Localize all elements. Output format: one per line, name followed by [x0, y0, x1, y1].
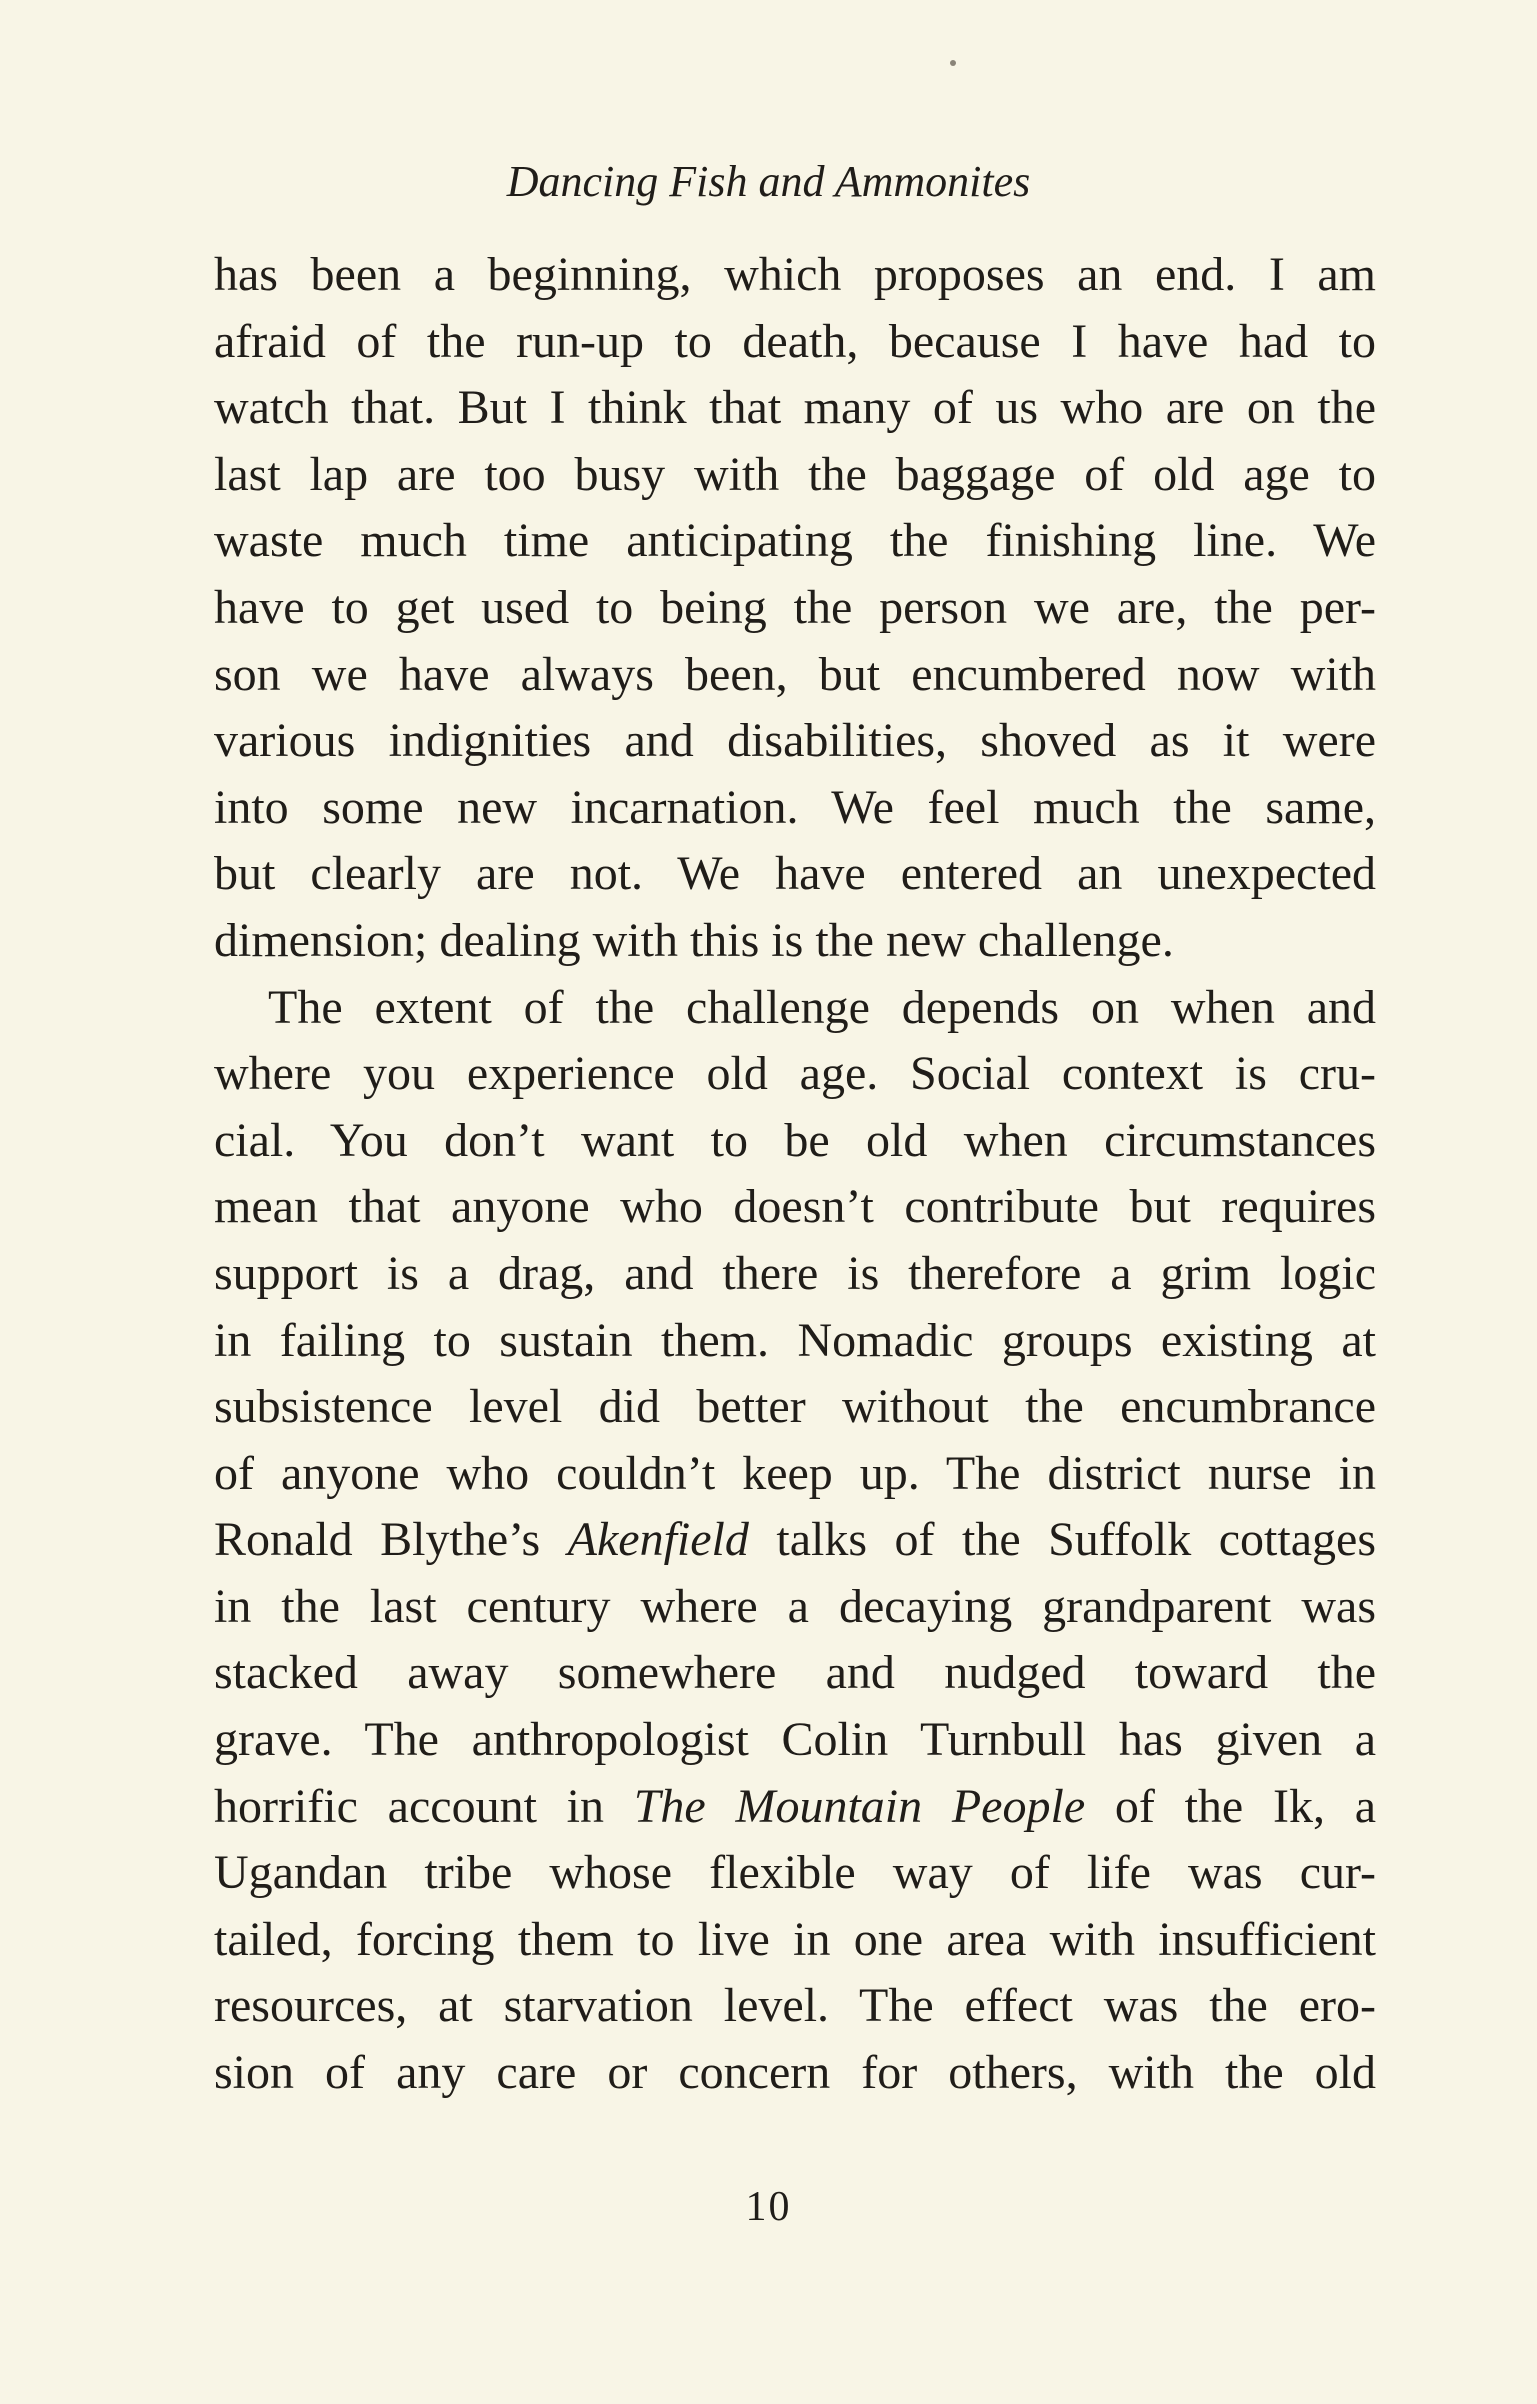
text-line: Ugandan tribe whose flexible way of life was cur-: [214, 1846, 1376, 1900]
text-line: sion of any care or concern for others, with the old: [214, 2046, 1376, 2100]
book-title-mountain-people: The Mountain People: [633, 1779, 1086, 1833]
text-segment: of the Ik, a: [1085, 1779, 1377, 1833]
text-segment: talks of the Suffolk cottages: [748, 1513, 1376, 1567]
text-line: into some new incarnation. We feel much the same,: [214, 780, 1376, 834]
text-line: mean that anyone who doesn’t contribute but requires: [214, 1180, 1376, 1234]
paragraph-first-line: The extent of the challenge depends on when and: [268, 980, 1376, 1034]
text-line: where you experience old age. Social context is cru-: [214, 1047, 1376, 1101]
text-segment: horrific account in: [214, 1779, 634, 1833]
text-line: tailed, forcing them to live in one area with insufficient: [214, 1912, 1376, 1966]
text-line: various indignities and disabilities, shoved as it were: [214, 714, 1376, 768]
text-line: stacked away somewhere and nudged toward the: [214, 1646, 1376, 1700]
text-line: in failing to sustain them. Nomadic groups existing at: [214, 1313, 1376, 1367]
text-line: have to get used to being the person we are, the per-: [214, 580, 1376, 634]
text-line: resources, at starvation level. The effect was the ero-: [214, 1979, 1376, 2033]
text-line: watch that. But I think that many of us who are on the: [214, 381, 1376, 435]
text-line: subsistence level did better without the encumbrance: [214, 1380, 1376, 1434]
page-number: 10: [745, 2184, 792, 2230]
text-line: last lap are too busy with the baggage of old age to: [214, 447, 1376, 501]
text-line: of anyone who couldn’t keep up. The district nurse in: [214, 1446, 1376, 1500]
book-title-akenfield: Akenfield: [567, 1513, 749, 1567]
text-line-with-title: [214, 1507, 1376, 1574]
text-line: dimension; dealing with this is the new challenge.: [214, 913, 1174, 967]
text-line: but clearly are not. We have entered an unexpected: [214, 847, 1376, 901]
text-line: grave. The anthropologist Colin Turnbull has given a: [214, 1713, 1376, 1767]
text-line: has been a beginning, which proposes an end. I am: [214, 248, 1376, 301]
text-line: son we have always been, but encumbered now with: [214, 647, 1376, 701]
text-line: in the last century where a decaying grandparent was: [214, 1579, 1376, 1633]
paper-speck: [950, 60, 956, 66]
text-line: waste much time anticipating the finishing line. We: [214, 514, 1376, 568]
body-text: [214, 242, 1376, 2107]
text-line: afraid of the run-up to death, because I have had to: [214, 314, 1376, 368]
text-segment: Ronald Blythe’s: [214, 1513, 568, 1567]
running-head: Dancing Fish and Ammonites: [506, 157, 1031, 206]
text-line: cial. You don’t want to be old when circumstances: [214, 1113, 1376, 1167]
text-line: support is a drag, and there is therefore a grim logic: [214, 1246, 1376, 1300]
text-line-with-title: [214, 1774, 1376, 1841]
